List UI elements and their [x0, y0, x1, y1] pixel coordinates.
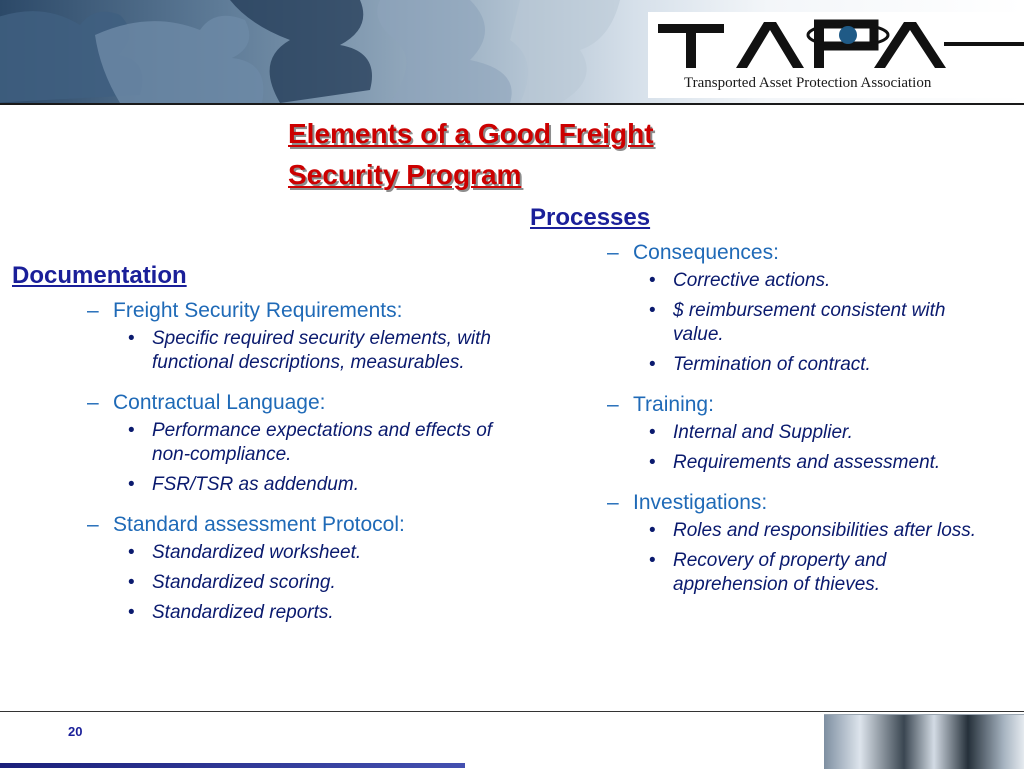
bullet-text: Requirements and assessment. — [673, 452, 941, 473]
bullet-item — [649, 353, 980, 377]
bullet-dot-icon: • — [649, 520, 656, 541]
slide-title — [288, 113, 758, 195]
bullet-text: Standardized reports. — [152, 602, 334, 623]
item-label: Freight Security Requirements: — [113, 299, 403, 322]
tapa-logo-art — [648, 12, 1024, 72]
bullet-text: FSR/TSR as addendum. — [152, 474, 359, 495]
left-group-2 — [12, 389, 512, 497]
puzzle-pieces-image — [0, 0, 640, 103]
bullet-text: Internal and Supplier. — [673, 422, 853, 443]
bullet-dot-icon: • — [649, 422, 656, 443]
page-number: 20 — [68, 724, 83, 739]
header-banner — [0, 0, 1024, 103]
bullet-text: Standardized scoring. — [152, 572, 336, 593]
item-label: Training: — [633, 393, 714, 416]
item-label: Investigations: — [633, 491, 768, 514]
dash-marker: – — [87, 299, 99, 322]
bullet-text: Termination of contract. — [673, 354, 871, 375]
logo-tagline: Transported Asset Protection Association — [684, 75, 932, 91]
bullet-text: Roles and responsibilities after loss. — [673, 520, 977, 541]
dash-marker: – — [87, 513, 99, 536]
dash-marker: – — [607, 393, 619, 416]
tapa-logo — [648, 12, 1024, 98]
bullet-dot-icon: • — [649, 550, 656, 571]
bullet-item — [128, 473, 512, 497]
bullet-text: Performance expectations and effects of non-compliance. — [152, 420, 493, 465]
left-group-3 — [12, 511, 512, 625]
bullet-dot-icon: • — [128, 328, 135, 349]
list-item — [87, 511, 512, 538]
bullet-dot-icon: • — [128, 572, 135, 593]
bullet-text: Standardized worksheet. — [152, 542, 362, 563]
slide-title-line-2: Security Program — [288, 159, 522, 190]
bullet-dot-icon: • — [128, 420, 135, 441]
bullet-text: Specific required security elements, with functional descriptions, measurables. — [152, 328, 491, 373]
documentation-heading: Documentation — [12, 262, 187, 289]
left-group-1 — [12, 297, 512, 375]
footer-accent-bar — [0, 763, 465, 768]
right-group-2 — [530, 391, 980, 475]
header-divider — [0, 103, 1024, 105]
bullet-item — [128, 327, 512, 375]
bullet-dot-icon: • — [649, 270, 656, 291]
list-item — [607, 239, 980, 266]
bullet-item — [649, 519, 980, 543]
item-label: Consequences: — [633, 241, 779, 264]
processes-column — [530, 204, 980, 611]
list-item — [87, 297, 512, 324]
dash-marker: – — [607, 241, 619, 264]
list-item — [607, 489, 980, 516]
bullet-item — [649, 421, 980, 445]
bullet-dot-icon: • — [128, 542, 135, 563]
footer-decorative-image — [824, 714, 1024, 769]
bullet-dot-icon: • — [128, 602, 135, 623]
footer-divider — [0, 711, 1024, 712]
bullet-text: Corrective actions. — [673, 270, 831, 291]
bullet-dot-icon: • — [649, 354, 656, 375]
processes-heading: Processes — [530, 204, 651, 231]
bullet-item — [128, 601, 512, 625]
bullet-item — [649, 451, 980, 475]
bullet-dot-icon: • — [649, 452, 656, 473]
list-item — [607, 391, 980, 418]
bullet-item — [128, 541, 512, 565]
right-group-3 — [530, 489, 980, 597]
bullet-dot-icon: • — [649, 300, 656, 321]
bullet-item — [128, 419, 512, 467]
right-group-1 — [530, 239, 980, 377]
list-item — [87, 389, 512, 416]
dash-marker: – — [87, 391, 99, 414]
dash-marker: – — [607, 491, 619, 514]
bullet-text: Recovery of property and apprehension of thieves. — [673, 550, 887, 595]
documentation-column — [12, 262, 512, 639]
slide-title-line-1: Elements of a Good Freight — [288, 118, 654, 149]
bullet-dot-icon: • — [128, 474, 135, 495]
bullet-item — [128, 571, 512, 595]
bullet-item — [649, 269, 980, 293]
item-label: Contractual Language: — [113, 391, 326, 414]
bullet-text: $ reimbursement consistent with value. — [673, 300, 946, 345]
bullet-item — [649, 549, 980, 597]
item-label: Standard assessment Protocol: — [113, 513, 405, 536]
bullet-item — [649, 299, 980, 347]
